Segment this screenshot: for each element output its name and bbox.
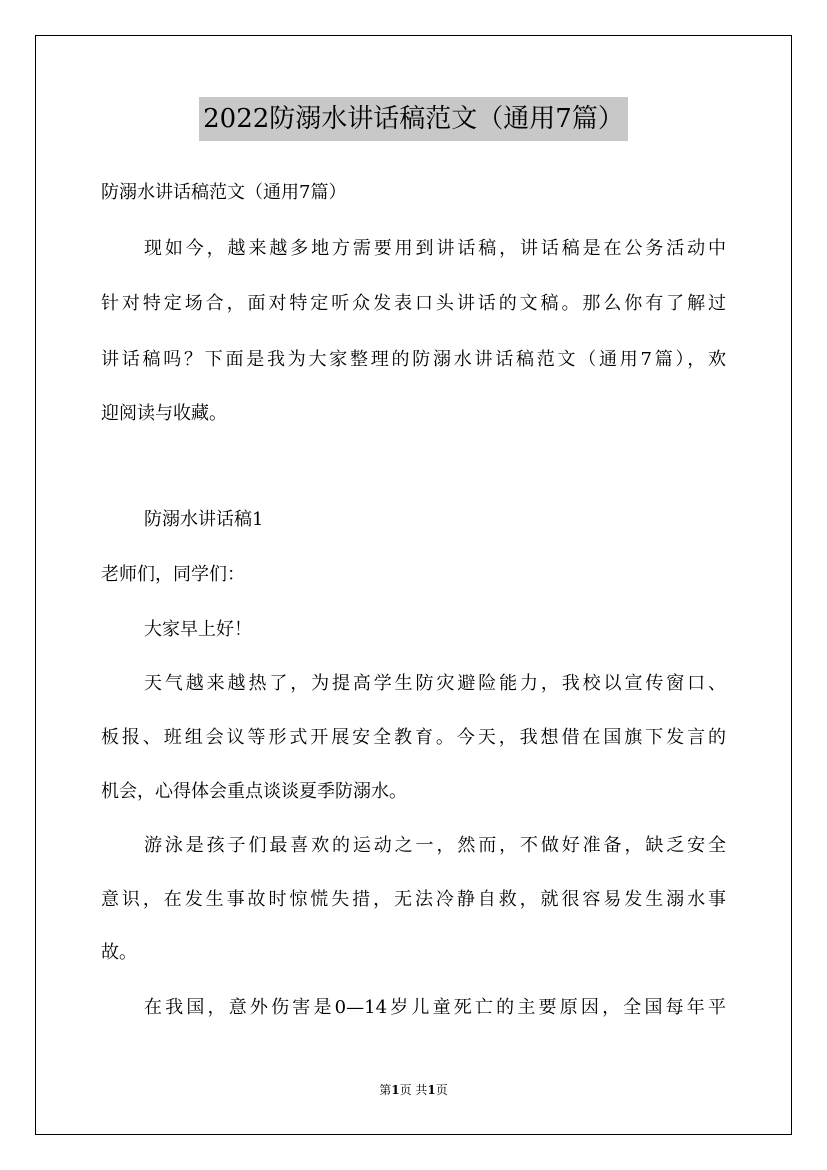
section-heading: 防溺水讲话稿1 bbox=[144, 509, 264, 530]
paragraph-line: 在我国，意外伤害是0—14岁儿童死亡的主要原因，全国每年平 bbox=[144, 997, 726, 1018]
paragraph-line: 现如今，越来越多地方需要用到讲话稿，讲话稿是在公务活动中 bbox=[144, 238, 726, 259]
paragraph-line: 故。 bbox=[101, 942, 137, 963]
greeting-line: 大家早上好！ bbox=[144, 619, 252, 640]
paragraph-line: 迎阅读与收藏。 bbox=[101, 403, 227, 424]
paragraph-line: 针对特定场合，面对特定听众发表口头讲话的文稿。那么你有了解过 bbox=[101, 293, 726, 314]
paragraph-line: 游泳是孩子们最喜欢的运动之一，然而，不做好准备，缺乏安全 bbox=[144, 835, 726, 856]
title-container bbox=[0, 97, 827, 141]
paragraph-line: 板报、班组会议等形式开展安全教育。今天，我想借在国旗下发言的 bbox=[101, 727, 726, 748]
page-footer bbox=[0, 1082, 827, 1098]
paragraph-line: 机会，心得体会重点谈谈夏季防溺水。 bbox=[101, 781, 407, 802]
salutation-line: 老师们，同学们： bbox=[101, 564, 245, 585]
footer-page-number: 1 bbox=[391, 1083, 400, 1097]
footer-page-mid: 页 共 bbox=[399, 1083, 428, 1097]
paragraph-line: 天气越来越热了，为提高学生防灾避险能力，我校以宣传窗口、 bbox=[144, 673, 726, 694]
footer-page-prefix: 第 bbox=[379, 1083, 392, 1097]
paragraph-line: 讲话稿吗？下面是我为大家整理的防溺水讲话稿范文（通用7篇），欢 bbox=[101, 349, 726, 370]
paragraph-line: 意识，在发生事故时惊慌失措，无法冷静自救，就很容易发生溺水事 bbox=[101, 889, 726, 910]
document-title: 2022防溺水讲话稿范文（通用7篇） bbox=[199, 97, 628, 141]
subtitle-line: 防溺水讲话稿范文（通用7篇） bbox=[101, 182, 347, 203]
footer-page-total: 1 bbox=[427, 1083, 436, 1097]
footer-page-suffix: 页 bbox=[435, 1083, 448, 1097]
